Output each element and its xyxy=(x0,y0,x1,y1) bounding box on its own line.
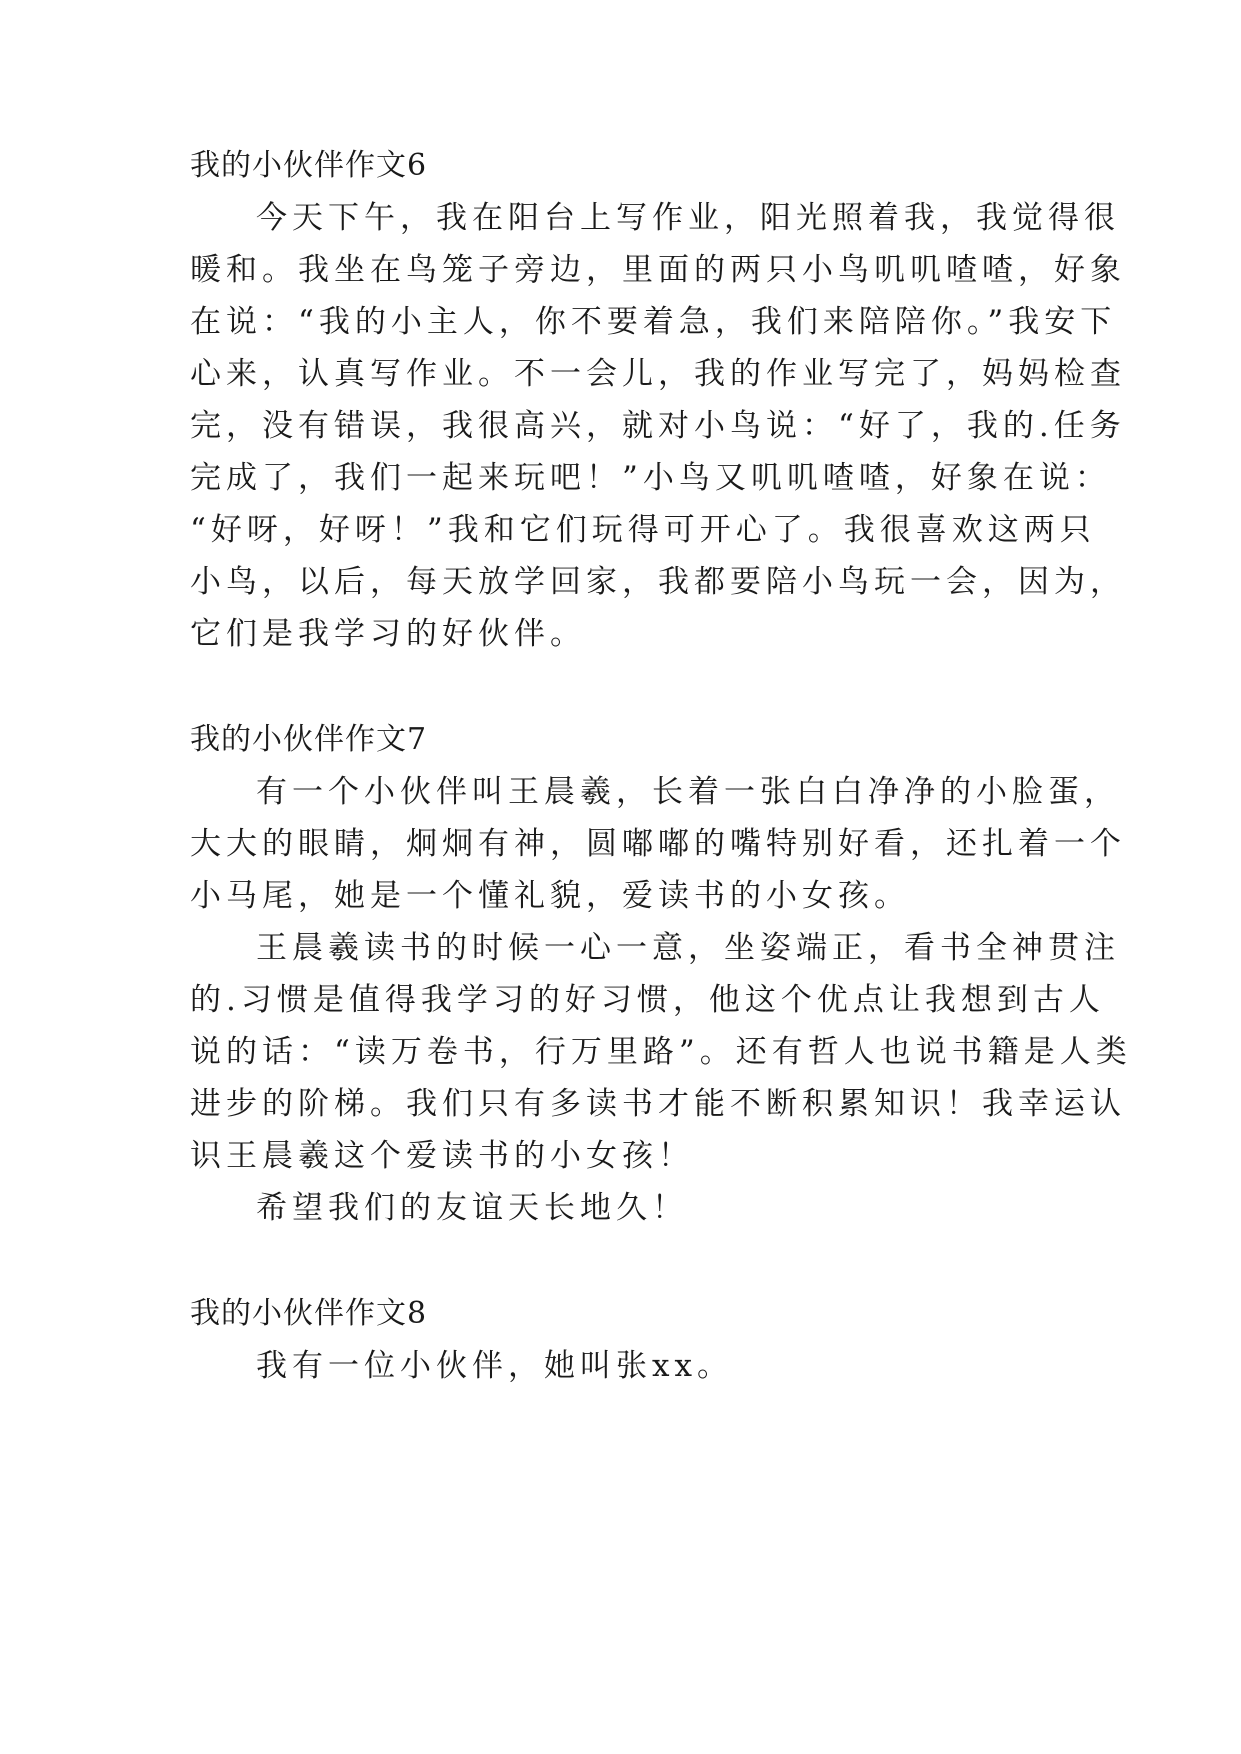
essay-6-line-3: 在说：“我的小主人，你不要着急，我们来陪陪你。”我安下 xyxy=(190,304,1117,340)
essay-7-line-4: 王晨羲读书的时候一心一意，坐姿端正，看书全神贯注 xyxy=(256,930,1120,966)
essay-7-line-8: 识王晨羲这个爱读书的小女孩！ xyxy=(190,1138,694,1174)
essay-6-line-1: 今天下午，我在阳台上写作业，阳光照着我，我觉得很 xyxy=(256,200,1120,236)
essay-title-7: 我的小伙伴作文7 xyxy=(190,722,428,757)
essay-6-line-4: 心来，认真写作业。不一会儿，我的作业写完了，妈妈检查 xyxy=(190,356,1126,392)
essay-title-8: 我的小伙伴作文8 xyxy=(190,1296,428,1331)
essay-7-line-9: 希望我们的友谊天长地久！ xyxy=(256,1190,688,1226)
essay-7-line-5: 的.习惯是值得我学习的好习惯，他这个优点让我想到古人 xyxy=(190,982,1105,1018)
essay-7-line-1: 有一个小伙伴叫王晨羲，长着一张白白净净的小脸蛋， xyxy=(256,774,1120,810)
essay-6-line-6: 完成了，我们一起来玩吧！”小鸟又叽叽喳喳，好象在说： xyxy=(190,460,1111,496)
essay-title-6: 我的小伙伴作文6 xyxy=(190,148,428,183)
essay-6-line-7: “好呀，好呀！”我和它们玩得可开心了。我很喜欢这两只 xyxy=(190,512,1096,548)
essay-7-line-7: 进步的阶梯。我们只有多读书才能不断积累知识！我幸运认 xyxy=(190,1086,1126,1122)
essay-6-line-5: 完，没有错误，我很高兴，就对小鸟说：“好了，我的.任务 xyxy=(190,408,1126,444)
essay-6-line-8: 小鸟，以后，每天放学回家，我都要陪小鸟玩一会，因为， xyxy=(190,564,1126,600)
essay-8-line-1: 我有一位小伙伴，她叫张xx。 xyxy=(256,1348,733,1384)
essay-7-line-3: 小马尾，她是一个懂礼貌，爱读书的小女孩。 xyxy=(190,878,910,914)
essay-7-line-2: 大大的眼睛，炯炯有神，圆嘟嘟的嘴特别好看，还扎着一个 xyxy=(190,826,1126,862)
essay-7-line-6: 说的话：“读万卷书，行万里路”。还有哲人也说书籍是人类 xyxy=(190,1034,1132,1070)
essay-6-line-2: 暖和。我坐在鸟笼子旁边，里面的两只小鸟叽叽喳喳，好象 xyxy=(190,252,1126,288)
essay-6-line-9: 它们是我学习的好伙伴。 xyxy=(190,616,586,652)
